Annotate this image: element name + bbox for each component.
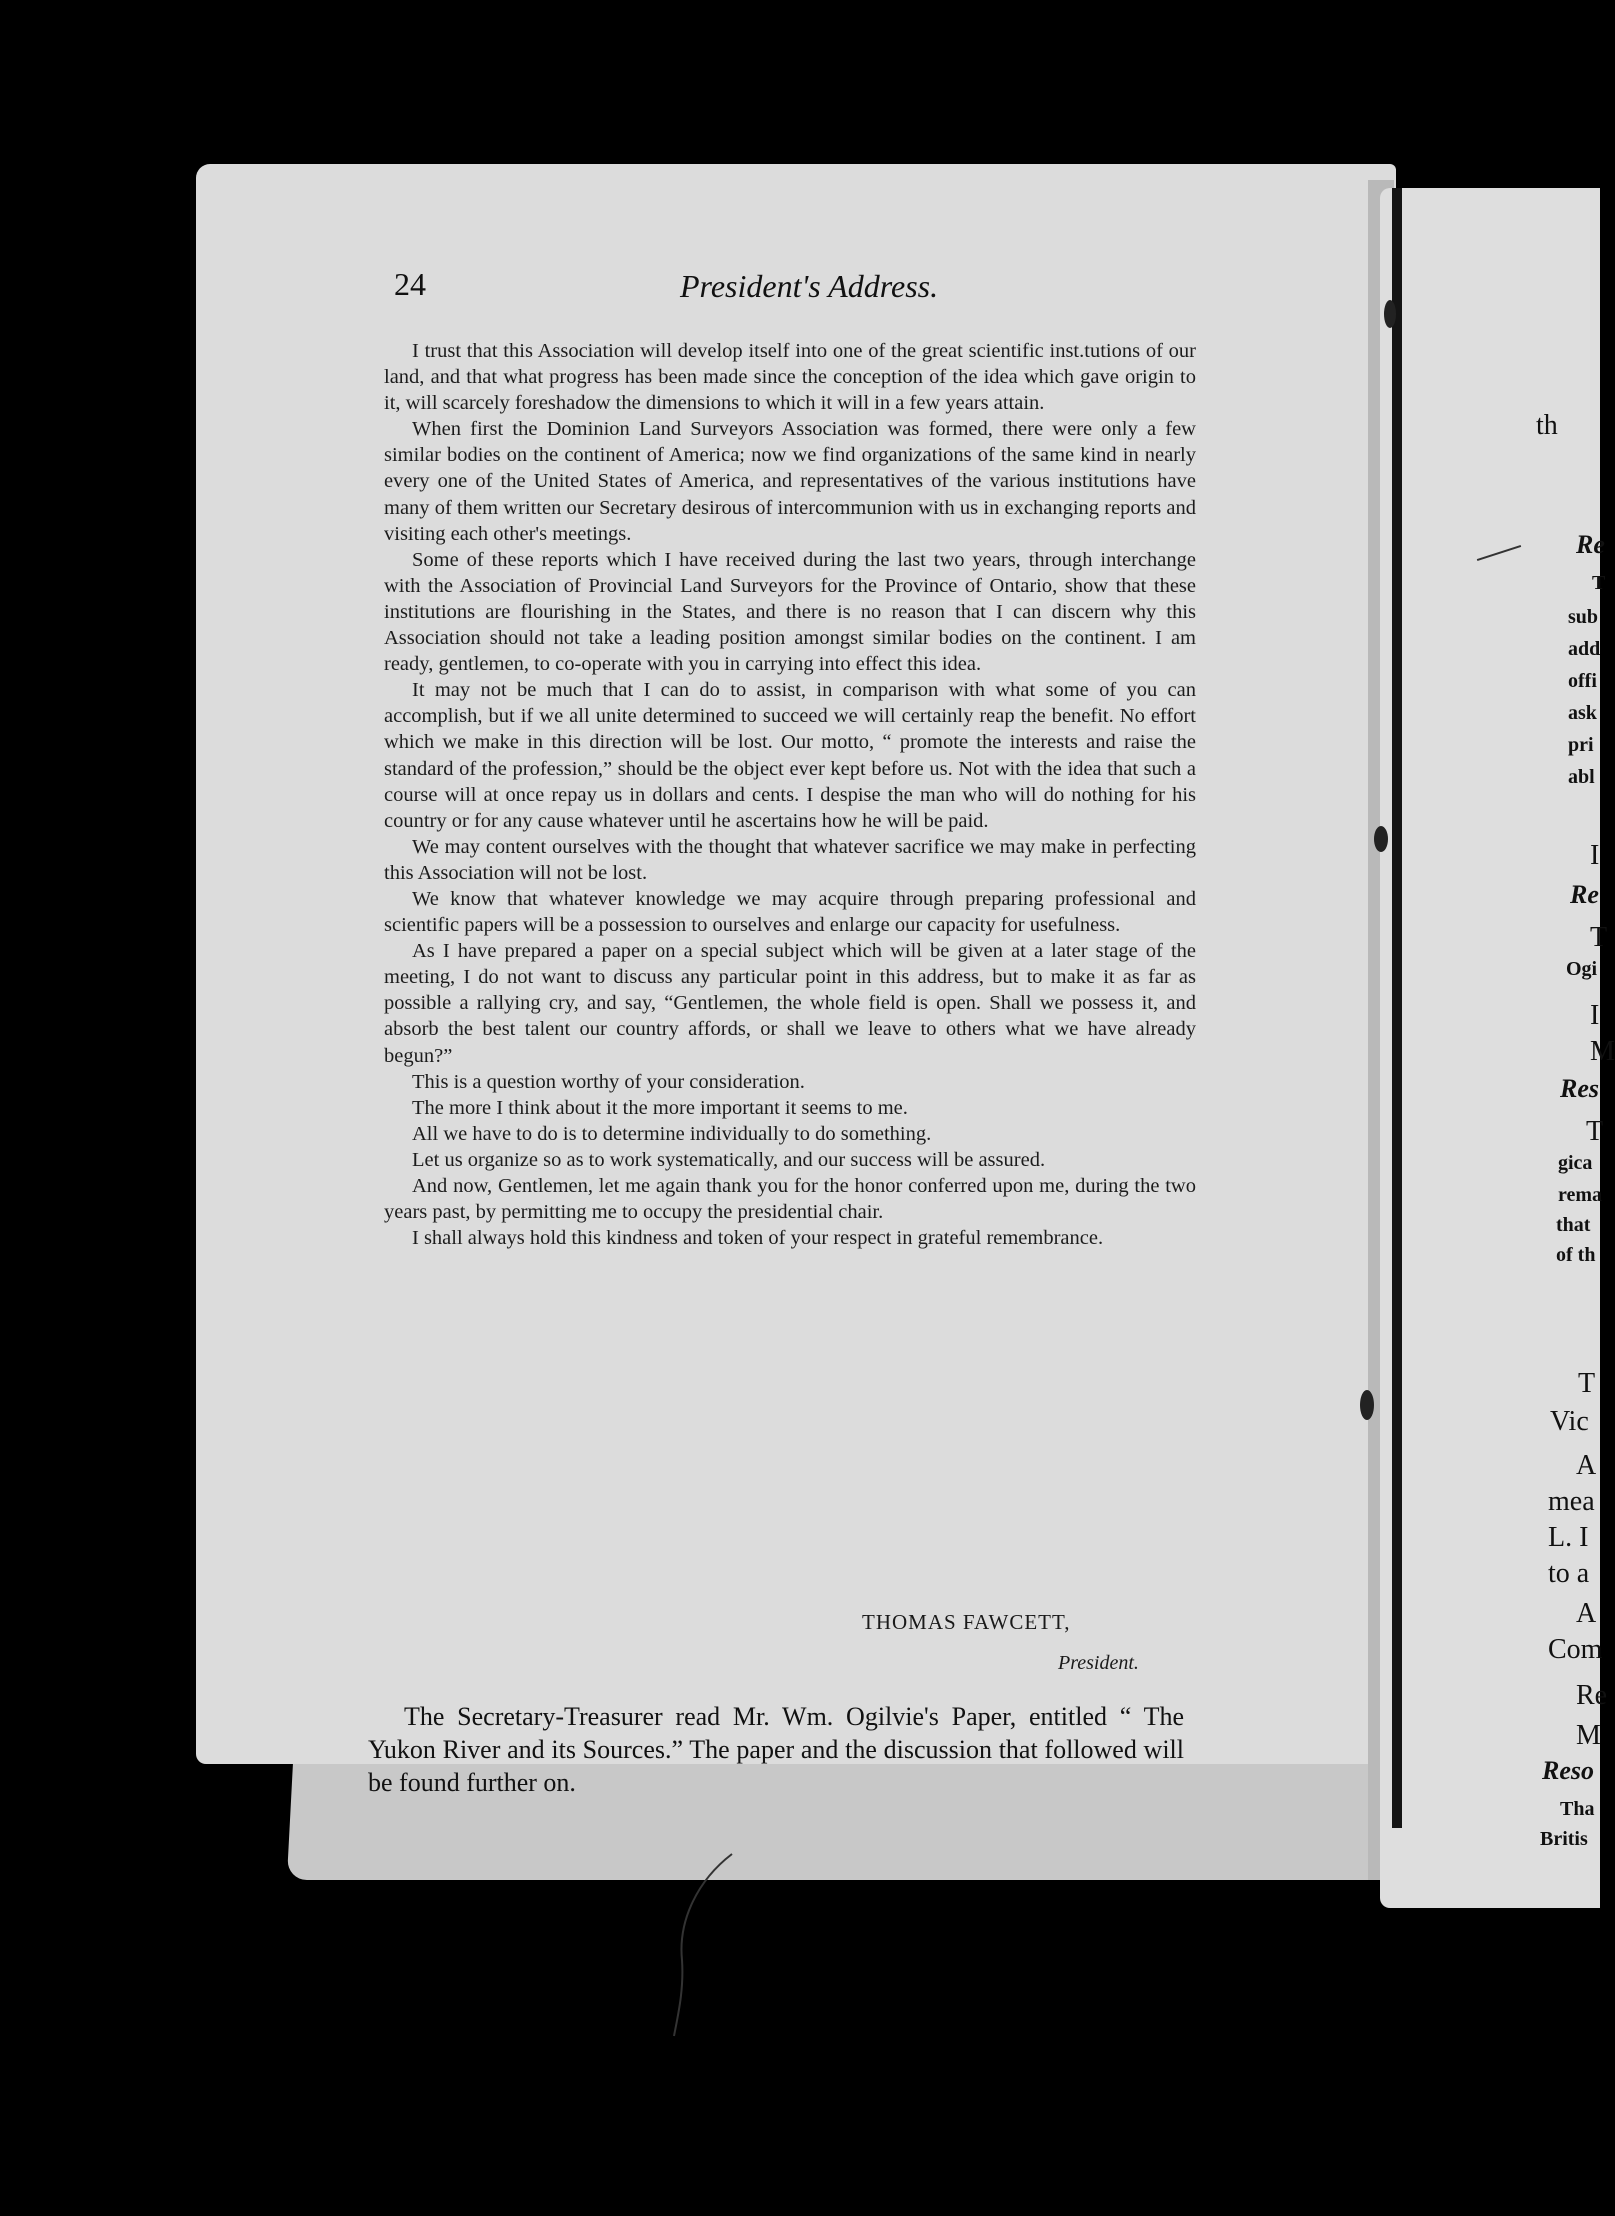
- signature-title: President.: [1058, 1652, 1139, 1674]
- right-fragment: Com: [1548, 1634, 1603, 1665]
- paragraph: Some of these reports which I have received during the last two years, through interchange with the Association of Provincial Land Surveyors for the Province of Ontario, show that these institutions are flourishing in the States, and there is no reason that I can discern why this Association should not take a leading position amongst similar bodies on the continent. I am ready, gentlemen, to co-operate with you in carrying into effect this idea.: [384, 548, 1196, 676]
- scan-mark: [1360, 1390, 1374, 1420]
- right-fragment: offi: [1568, 670, 1597, 692]
- right-fragment: M: [1590, 1036, 1615, 1067]
- paragraph: When first the Dominion Land Surveyors Association was formed, there were only a few similar bodies on the continent of America; now we find organizations of the same kind in nearly every one of the United States of America, and representatives of the various institutions have many of them written our Secretary desirous of intercommunion with us in exchanging reports and visiting each other's meetings.: [384, 418, 1196, 545]
- right-fragment: to a: [1548, 1558, 1590, 1589]
- right-fragment: Ogi: [1566, 958, 1598, 980]
- right-fragment: Britis: [1540, 1828, 1588, 1850]
- right-fragment: T: [1592, 572, 1606, 594]
- right-fragment: T: [1578, 1368, 1596, 1399]
- paragraph: The more I think about it the more important it seems to me.: [412, 1096, 908, 1119]
- right-fragment: L. I: [1548, 1522, 1589, 1553]
- right-fragment: rema: [1558, 1184, 1603, 1206]
- paragraph: All we have to do is to determine individually to do something.: [412, 1122, 932, 1145]
- right-fragment: of th: [1556, 1244, 1596, 1266]
- paragraph: And now, Gentlemen, let me again thank you for the honor conferred upon me, during the two years past, by permitting me to occupy the presidential chair.: [384, 1175, 1196, 1224]
- right-fragment: pri: [1568, 734, 1594, 756]
- address-body: [384, 338, 1196, 1251]
- right-fragment: that: [1556, 1214, 1591, 1236]
- right-fragment: M: [1576, 1720, 1601, 1751]
- gutter-shadow: [1392, 188, 1402, 1828]
- paragraph: This is a question worthy of your consideration.: [412, 1070, 805, 1093]
- right-fragment: I: [1590, 1000, 1600, 1031]
- paragraph: Let us organize so as to work systematically, and our success will be assured.: [412, 1148, 1046, 1171]
- right-fragment: Vic: [1550, 1406, 1589, 1437]
- right-fragment: Res: [1560, 1074, 1599, 1103]
- right-fragment: add: [1568, 638, 1601, 660]
- paragraph: I shall always hold this kindness and token of your respect in grateful remembrance.: [412, 1227, 1104, 1250]
- right-fragment: th: [1536, 410, 1558, 441]
- right-fragment: T: [1590, 922, 1608, 953]
- right-fragment: A: [1576, 1598, 1597, 1629]
- right-fragment: abl: [1568, 766, 1595, 788]
- page-header: [380, 262, 1200, 312]
- page-number: 24: [394, 266, 426, 302]
- right-fragment: ask: [1568, 702, 1597, 724]
- right-fragment: Re: [1576, 1680, 1608, 1711]
- right-fragment: A: [1576, 1450, 1597, 1481]
- right-fragment: gica: [1558, 1152, 1593, 1174]
- paragraph: I trust that this Association will develop itself into one of the great scientific inst.tutions of our land, and that what progress has been made since the conception of the idea which gave origin to it, will scarcely foreshadow the dimensions to which it will in a few years attain.: [384, 340, 1196, 415]
- right-fragment: Reso: [1542, 1756, 1594, 1785]
- scan-mark: [1374, 826, 1388, 852]
- right-fragment: Tha: [1560, 1798, 1595, 1820]
- secretary-paragraph: The Secretary-Treasurer read Mr. Wm. Ogilvie's Paper, entitled “ The Yukon River and its Sources.” The paper and the discussion that followed will be found further on.: [368, 1702, 1184, 1797]
- running-head: President's Address.: [680, 268, 939, 304]
- paragraph: It may not be much that I can do to assist, in comparison with what some of you can accomplish, but if we all unite determined to succeed we will certainly reap the benefit. No effort which we make in this direction will be lost. Our motto, “ promote the interests and raise the standard of the profession,” should be the object ever kept before us. Not with the idea that such a course will at once repay us in dollars and cents. I despise the man who will do nothing for his country or for any cause whatever until he ascertains how he will be paid.: [384, 679, 1196, 832]
- signature-name: THOMAS FAWCETT,: [862, 1610, 1071, 1634]
- right-fragment: mea: [1548, 1486, 1595, 1517]
- pen-stroke-mark: [668, 1850, 748, 2040]
- right-fragment: T: [1586, 1116, 1604, 1147]
- paragraph: We may content ourselves with the thought that whatever sacrifice we may make in perfecting this Association will not be lost.: [384, 835, 1196, 884]
- right-fragment: Re: [1570, 880, 1599, 909]
- scan-mark: [1384, 300, 1396, 328]
- paragraph: We know that whatever knowledge we may acquire through preparing professional and scientific papers will be a possession to ourselves and enlarge our capacity for usefulness.: [384, 887, 1196, 937]
- paragraph: As I have prepared a paper on a special subject which will be given at a later stage of the meeting, I do not want to discuss any particular point in this address, but to make it as far as possible a rallying cry, and say, “Gentlemen, the whole field is open. Shall we possess it, and absorb the best talent our country affords, or shall we leave to others what we have already begun?”: [384, 940, 1196, 1067]
- right-fragment: Re: [1576, 530, 1605, 559]
- right-fragment: sub: [1568, 606, 1599, 628]
- right-fragment: I: [1590, 840, 1600, 871]
